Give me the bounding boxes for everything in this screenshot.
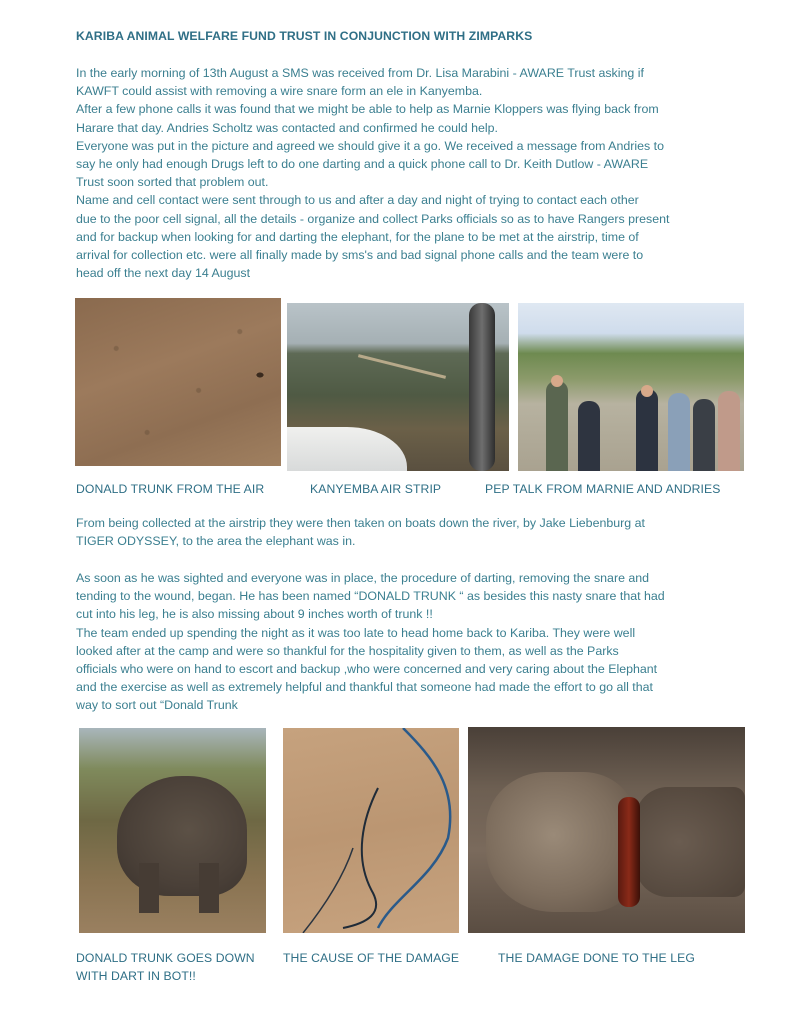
person-figure [546, 381, 568, 471]
caption-airstrip: KANYEMBA AIR STRIP [310, 482, 442, 496]
caption-line: WITH DART IN BOT!! [76, 969, 196, 983]
snare-wire-photo [283, 728, 459, 933]
caption-elephant-down [76, 949, 276, 985]
text-line: TIGER ODYSSEY, to the area the elephant was in. [76, 534, 356, 549]
text-line: As soon as he was sighted and everyone was in place, the procedure of darting, removing the snare and [76, 571, 650, 585]
caption-cause: THE CAUSE OF THE DAMAGE [283, 951, 460, 965]
caption-damage: THE DAMAGE DONE TO THE LEG [498, 951, 695, 965]
intro-paragraph [76, 64, 736, 282]
wire-snare-drawing [283, 728, 459, 933]
wound [618, 797, 640, 907]
elephant-down-photo [79, 728, 266, 933]
story-paragraph [76, 569, 736, 715]
person-head [641, 385, 653, 397]
text-line: say he only had enough Drugs left to do one darting and a quick phone call to Dr. Keith Dutlow - AWARE [76, 157, 649, 172]
elephant-leg [486, 772, 636, 912]
airstrip-line [358, 354, 446, 379]
text-line: Harare that day. Andries Scholtz was contacted and confirmed he could help. [76, 120, 498, 135]
text-line: Name and cell contact were sent through to us and after a day and night of trying to contact each other [76, 193, 639, 208]
text-line: KAWFT could assist with removing a wire snare form an ele in Kanyemba. [76, 84, 483, 99]
text-line: and the exercise as well as extremely helpful and thankful that someone had made the effort to go all that [76, 680, 653, 695]
person-figure [718, 391, 740, 471]
text-line: Everyone was put in the picture and agreed we should give it a go. We received a message from Andries to [76, 138, 664, 153]
elephant-foot [635, 787, 745, 897]
caption-aerial: DONALD TRUNK FROM THE AIR [76, 482, 265, 496]
pep-talk-photo [518, 303, 744, 471]
text-line: looked after at the camp and were so thankful for the hospitality given to them, as well as the Parks [76, 643, 619, 658]
text-line: The team ended up spending the night as it was too late to head home back to Kariba. They were well [76, 625, 636, 640]
caption-pep-talk: PEP TALK FROM MARNIE AND ANDRIES [485, 482, 721, 496]
person-figure [578, 401, 600, 471]
wounded-leg-photo [468, 727, 745, 933]
text-line: cut into his leg, he is also missing about 9 inches worth of trunk !! [76, 607, 433, 622]
person-head [551, 375, 563, 387]
caption-line: DONALD TRUNK GOES DOWN [76, 951, 255, 965]
text-line: tending to the wound, began. He has been named “DONALD TRUNK “ as besides this nasty snare that had [76, 589, 665, 604]
text-line: and for backup when looking for and darting the elephant, for the plane to be met at the airstrip, time of [76, 229, 639, 244]
person-figure [668, 393, 690, 471]
text-line: head off the next day 14 August [76, 266, 251, 281]
page-title: KARIBA ANIMAL WELFARE FUND TRUST IN CONJUNCTION WITH ZIMPARKS [76, 29, 533, 43]
window-frame [469, 303, 495, 471]
airstrip-photo [287, 303, 509, 471]
text-line: In the early morning of 13th August a SMS was received from Dr. Lisa Marabini - AWARE Trust asking if [76, 66, 644, 80]
person-figure [693, 399, 715, 471]
plane-wing [287, 427, 407, 471]
text-line: way to sort out “Donald Trunk [76, 698, 238, 713]
elephant-leg [199, 863, 219, 913]
text-line: arrival for collection etc. were all finally made by sms's and bad signal phone calls and the team were to [76, 248, 644, 263]
text-line: due to the poor cell signal, all the details - organize and collect Parks officials so as to have Rangers present [76, 211, 670, 226]
aerial-elephant-photo [75, 298, 281, 466]
text-line: Trust soon sorted that problem out. [76, 175, 269, 190]
text-line: From being collected at the airstrip they were then taken on boats down the river, by Jake Liebenburg at [76, 516, 645, 530]
person-figure [636, 389, 658, 471]
middle-paragraph [76, 514, 736, 550]
elephant-body [117, 776, 247, 896]
elephant-leg [139, 863, 159, 913]
text-line: officials who were on hand to escort and backup ,who were concerned and very caring about the Elephant [76, 662, 658, 677]
text-line: After a few phone calls it was found that we might be able to help as Marnie Kloppers was flying back from [76, 102, 659, 117]
